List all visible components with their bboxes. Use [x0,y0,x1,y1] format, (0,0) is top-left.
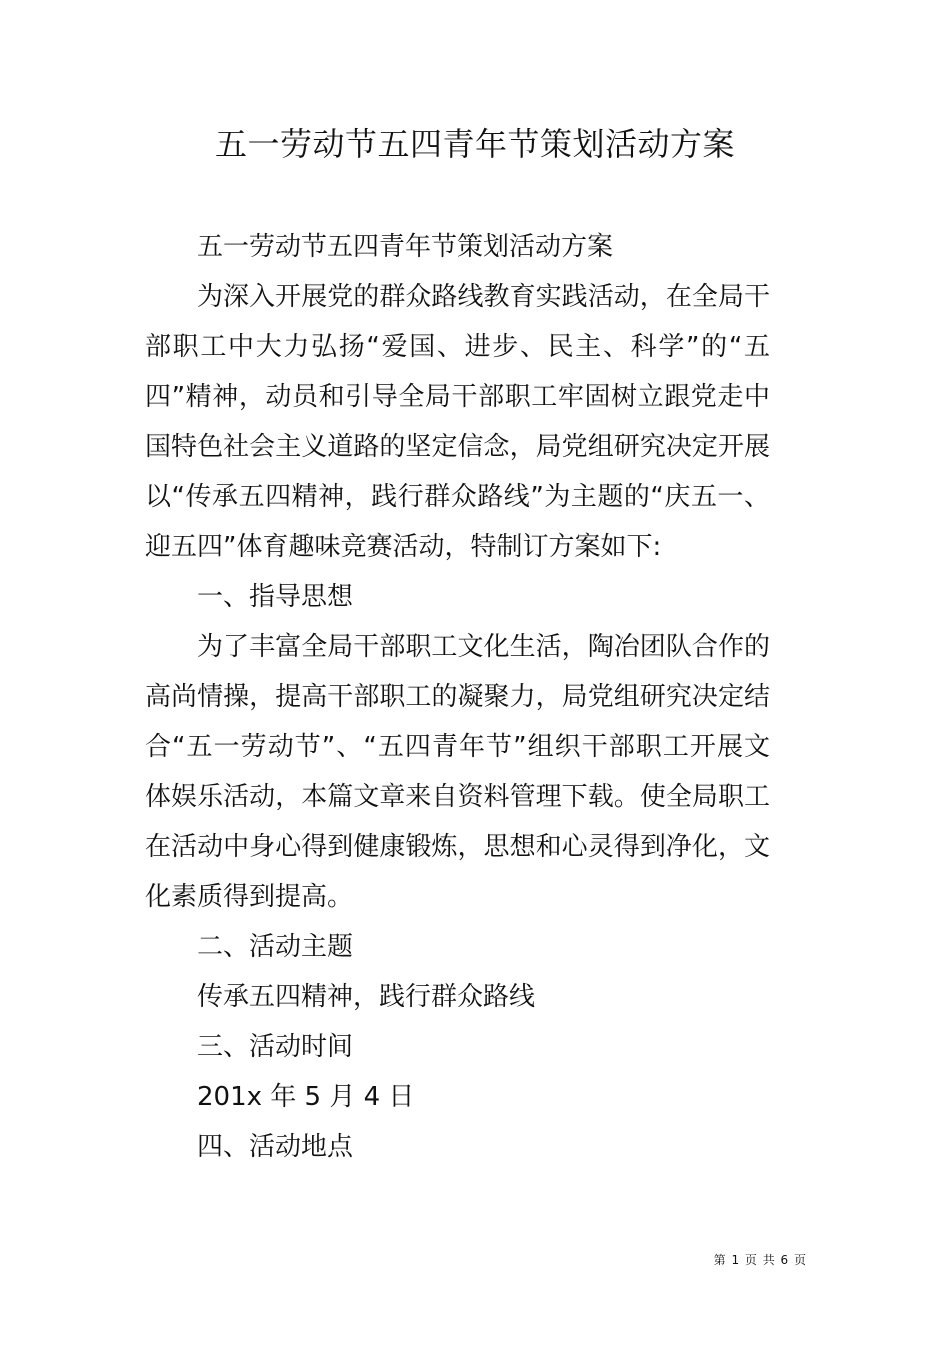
section-heading-activity-time: 三、活动时间 [197,1032,354,1062]
section-heading-activity-theme: 二、活动主题 [197,932,354,962]
section-heading-guiding-thought: 一、指导思想 [197,582,354,612]
paragraph-activity-theme: 传承五四精神，践行群众路线 [197,982,536,1012]
paragraph-activity-time: 201x 年 5 月 4 日 [197,1082,415,1112]
document-title: 五一劳动节五四青年节策划活动方案 [214,125,735,163]
paragraph-intro: 为深入开展党的群众路线教育实践活动，在全局干部职工中大力弘扬“爱国、进步、民主、科学”的“五四”精神，动员和引导全局干部职工牢固树立跟党走中国特色社会主义道路的坚定信念，局党组研究决定开展以“传承五四精神，践行群众路线”为主题的“庆五一、迎五四”体育趣味竞赛活动，特制订方案如下: [145,282,770,562]
page-number: 第 1 页 共 6 页 [713,1253,807,1267]
document-body [145,222,770,1172]
paragraph-subtitle: 五一劳动节五四青年节策划活动方案 [197,232,614,262]
paragraph-guiding-thought: 为了丰富全局干部职工文化生活，陶冶团队合作的高尚情操，提高干部职工的凝聚力，局党组研究决定结合“五一劳动节”、“五四青年节”组织干部职工开展文体娱乐活动，本篇文章来自资料管理下载。使全局职工在活动中身心得到健康锻炼，思想和心灵得到净化，文化素质得到提高。 [145,632,770,912]
section-heading-activity-location: 四、活动地点 [197,1132,354,1162]
